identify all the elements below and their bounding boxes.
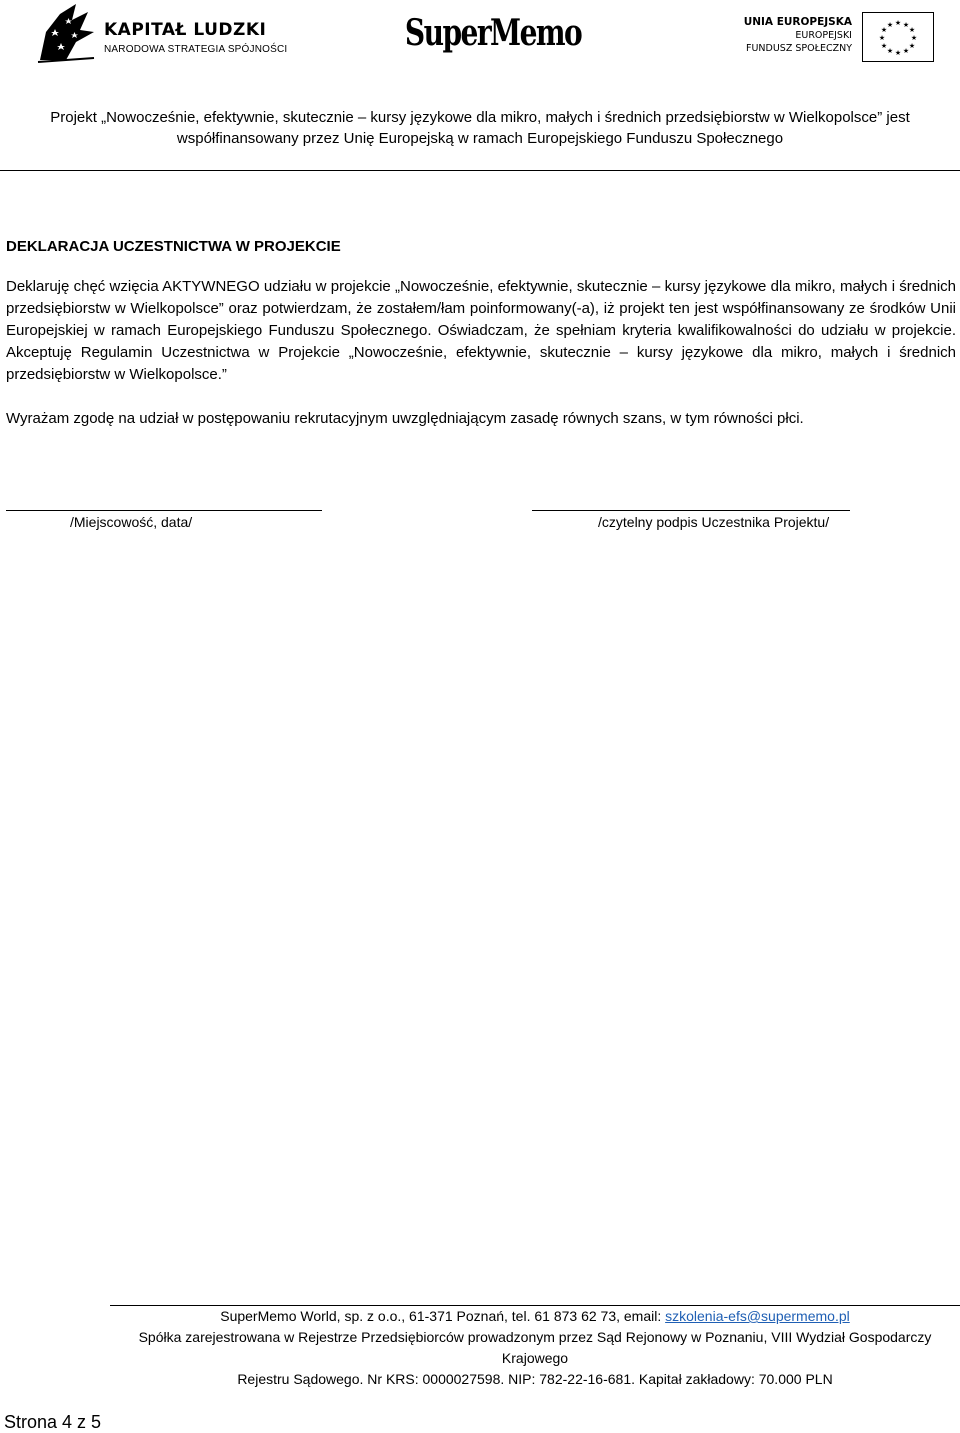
place-date-label: /Miejscowość, data/ bbox=[70, 514, 193, 530]
consent-paragraph: Wyrażam zgodę na udział w postępowaniu rekrutacyjnym uwzględniającym zasadę równych szans, w tym równości płci. bbox=[6, 410, 804, 427]
footer-registry-line: Spółka zarejestrowana w Rejestrze Przedsiębiorców prowadzonym przez Sąd Rejonowy w Poznaniu, VIII Wydział Gospodarczy Krajowego bbox=[138, 1329, 932, 1366]
eu-logo-line3: FUNDUSZ SPOŁECZNY bbox=[746, 43, 852, 54]
kapital-ludzki-name: KAPITAŁ LUDZKI bbox=[104, 20, 267, 40]
participant-signature-label: /czytelny podpis Uczestnika Projektu/ bbox=[598, 514, 830, 530]
participant-signature-line bbox=[532, 510, 850, 511]
svg-text:★: ★ bbox=[908, 26, 916, 34]
page-number: Strona 4 z 5 bbox=[4, 1412, 102, 1432]
eu-flag-icon bbox=[862, 12, 934, 62]
project-funding-note bbox=[0, 107, 960, 149]
svg-text:★: ★ bbox=[880, 42, 888, 50]
footer-contact-line bbox=[110, 1306, 960, 1327]
footer-email-link[interactable]: szkolenia-efs@supermemo.pl bbox=[665, 1308, 850, 1324]
supermemo-logo-text: SuperMemo bbox=[404, 12, 582, 54]
svg-text:★: ★ bbox=[908, 42, 916, 50]
eu-logo-line2: EUROPEJSKI bbox=[795, 30, 852, 41]
supermemo-logo bbox=[380, 8, 580, 64]
project-funding-note-line1: Projekt „Nowocześnie, efektywnie, skutecznie – kursy językowe dla mikro, małych i średnich przedsiębiorstw w Wielkopolsce” jest bbox=[50, 109, 910, 126]
place-date-signature-line bbox=[6, 510, 322, 511]
eu-logo-text bbox=[744, 16, 852, 55]
svg-text:★: ★ bbox=[880, 26, 888, 34]
svg-text:★: ★ bbox=[902, 47, 910, 55]
svg-text:★: ★ bbox=[910, 34, 918, 42]
footer-contact-text: SuperMemo World, sp. z o.o., 61-371 Poznań, tel. 61 873 62 73, email: bbox=[220, 1308, 666, 1324]
header-divider bbox=[0, 170, 960, 171]
svg-text:★: ★ bbox=[902, 21, 910, 29]
kapital-ludzki-emblem-icon bbox=[36, 2, 98, 64]
svg-text:★: ★ bbox=[878, 34, 886, 42]
project-funding-note-line2: współfinansowany przez Unię Europejską w ramach Europejskiego Funduszu Społecznego bbox=[176, 130, 784, 147]
svg-text:★: ★ bbox=[894, 49, 902, 57]
svg-text:★: ★ bbox=[886, 47, 894, 55]
kapital-ludzki-subtitle: NARODOWA STRATEGIA SPÓJNOŚCI bbox=[104, 44, 288, 55]
svg-text:★: ★ bbox=[894, 19, 902, 27]
kapital-ludzki-logo bbox=[36, 2, 288, 62]
eu-logo-line1: UNIA EUROPEJSKA bbox=[743, 16, 852, 28]
declaration-paragraph: Deklaruję chęć wzięcia AKTYWNEGO udziału w projekcie „Nowocześnie, efektywnie, skutecznie – kursy językowe dla mikro, małych i średnich przedsiębiorstw w Wielkopolsce” oraz potwierdzam, że zostałem/łam poinformowany(-a), iż projekt ten jest współfinansowany ze środków Unii Europejskiej w ramach Europejskiego Funduszu Społecznego. Oświadczam, że spełniam kryteria kwalifikowalności do udziału w projekcie. Akceptuję Regulamin Uczestnictwa w Projekcie „Nowocześnie, efektywnie, skutecznie – kursy językowe dla mikro, małych i średnich przedsiębiorstw w Wielkopolsce.” bbox=[6, 278, 956, 383]
svg-text:★: ★ bbox=[886, 21, 894, 29]
document-title: DEKLARACJA UCZESTNICTWA W PROJEKCIE bbox=[6, 238, 341, 255]
footer-krs-line: Rejestru Sądowego. Nr KRS: 0000027598. NIP: 782-22-16-681. Kapitał zakładowy: 70.000 PLN bbox=[237, 1371, 833, 1387]
eu-logo bbox=[740, 12, 936, 62]
footer bbox=[110, 1306, 960, 1390]
